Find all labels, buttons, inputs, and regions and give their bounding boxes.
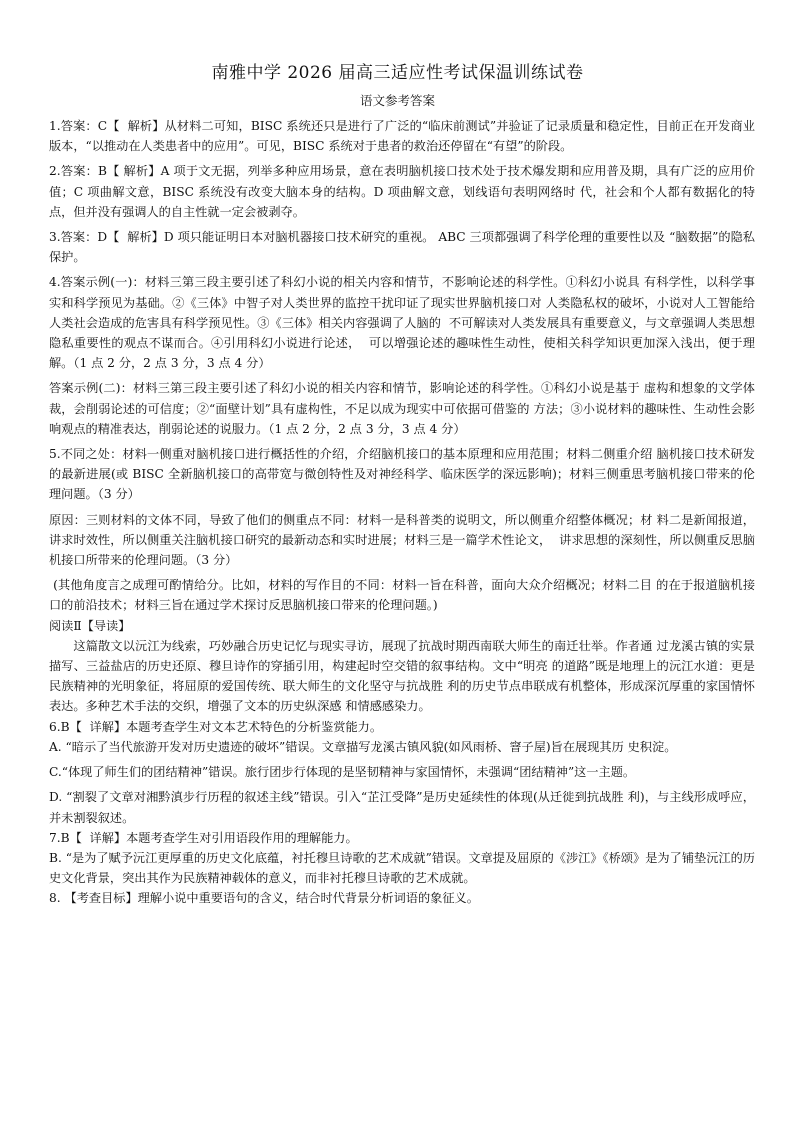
answer-5-difference: 5.不同之处：材料一侧重对脑机接口进行概括性的介绍，介绍脑机接口的基本原理和应用范围；材料二侧重介绍 脑机接口技术研发的最新进展(或 BISC 全新脑机接口的高带宽与微创特性及对神经科学、临床医学的深远影响)；材料三侧重思考脑机接口带来的伦理问题。（3 分） [49,447,755,502]
answer-4-example-2: 答案示例(二)：材料三第三段主要引述了科幻小说的相关内容和情节，影响论述的科学性。①科幻小说是基于 虚构和想象的文学体裁，会削弱论述的可信度；②“面壁计划”具有虚构性，不足以成为现实中可依据可借鉴的 方法；③小说材料的趣味性、生动性会影响观点的精准表达，削弱论述的说服力。（1 点 2 分，2 点 3 分，3 点 4 分） [49,381,755,436]
reading-2-heading: 阅读Ⅱ【导读】 [49,618,131,633]
answer-8: 8. 【考查目标】理解小说中重要语句的含义，结合时代背景分析词语的象征义。 [49,891,479,906]
answer-5-note: (其他角度言之成理可酌情给分。比如，材料的写作目的不同：材料一旨在科普，面向大众介绍概况；材料二目 的在于报道脑机接口的前沿技术；材料三旨在通过学术探讨反思脑机接口带来的伦理问题。) [49,578,756,613]
answer-7: 7.B【 详解】本题考查学生对引用语段作用的理解能力。 [49,830,358,845]
answer-4-example-1: 4.答案示例(一)：材料三第三段主要引述了科幻小说的相关内容和情节，不影响论述的科学性。①科幻小说具 有科学性，以科学事实和科学预见为基础。②《三体》中智子对人类世界的监控干扰印证了现实世界脑机接口对 人类隐私权的破坏，小说对人工智能给人类社会造成的危害具有科学预见性。③《三体》相关内容强调了人脑的 不可解读对人类发展具有重要意义，与文章强调人类思想隐私重要性的观点不谋而合。④引用科幻小说进行论述， 可以增强论述的趣味性生动性，使相关科学知识更加深入浅出，便于理解。（1 点 2 分，2 点 3 分，3 点 4 分） [49,275,755,371]
page-subtitle: 语文参考答案 [359,93,435,108]
answer-body [49,116,755,909]
answer-3: 3.答案：D【 解析】D 项只能证明日本对脑机器接口技术研究的重视。 ABC 三项都强调了科学伦理的重要性以及 “脑数据”的隐私保护。 [49,230,755,265]
answer-1: 1.答案：C【 解析】从材料二可知，BISC 系统还只是进行了广泛的“临床前测试”并验证了记录质量和稳定性，目前正在开发商业版本，“以推动在人类患者中的应用”。可见，BISC 系统对于患者的救治还停留在“有望”的阶段。 [49,119,755,154]
answer-5-reason: 原因：三则材料的文体不同，导致了他们的侧重点不同：材料一是科普类的说明文，所以侧重介绍整体概况；材 料二是新闻报道，讲求时效性，所以侧重关注脑机接口研究的最新动态和实时进展；材料三是一篇学术性论文， 讲求思想的深刻性，所以侧重反思脑机接口所带来的伦理问题。（3 分） [49,512,755,568]
answer-6-a: A. “暗示了当代旅游开发对历史遗迹的破坏”错误。文章描写龙溪古镇风貌(如风雨桥、窨子屋)旨在展现其历 史积淀。 [49,739,677,754]
answer-2: 2.答案：B【 解析】A 项于文无据，列举多种应用场景，意在表明脑机接口技术处于技术爆发期和应用普及期，具有广泛的应用价值；C 项曲解文意，BISC 系统没有改变大脑本身的结构。D 项曲解文意，划线语句表明网络时 代，社会和个人都有数据化的特点，但并没有强调人的自主性就一定会被剥夺。 [49,164,755,219]
answer-6: 6.B【 详解】本题考查学生对文本艺术特色的分析鉴赏能力。 [49,719,383,734]
answer-6-c: C.“体现了师生们的团结精神”错误。旅行团步行体现的是坚韧精神与家国情怀，未强调“团结精神”这一主题。 [49,765,636,780]
answer-7-b: B. “是为了赋予沅江更厚重的历史文化底蕴，衬托穆旦诗歌的艺术成就”错误。文章提及屈原的《涉江》《桥颂》是为了铺垫沅江的历史文化背景，突出其作为民族精神载体的意义，而非衬托穆旦诗歌的艺术成就。 [49,850,755,886]
page-title: 南雅中学 2026 届高三适应性考试保温训练试卷 [211,63,584,83]
answer-6-d: D. “割裂了文章对湘黔滇步行历程的叙述主线”错误。引入“芷江受降”是历史延续性的体现(从迁徙到抗战胜 利)，与主线形成呼应，并未割裂叙述。 [49,790,755,825]
reading-2-guide: 这篇散文以沅江为线索，巧妙融合历史记忆与现实寻访，展现了抗战时期西南联大师生的南迁壮举。作者通 过龙溪古镇的实景描写、三益盐店的历史还原、穆旦诗作的穿插引用，构建起时空交错的叙事结构。文中“明亮 的道路”既是地理上的沅江水道：更是民族精神的光明象征，将屈原的爱国传统、联大师生的文化坚守与抗战胜 利的历史节点串联成有机整体，形成深沉厚重的家国情怀表达。多种艺术手法的交织，增强了文本的历史纵深感 和情感感染力。 [49,638,755,714]
